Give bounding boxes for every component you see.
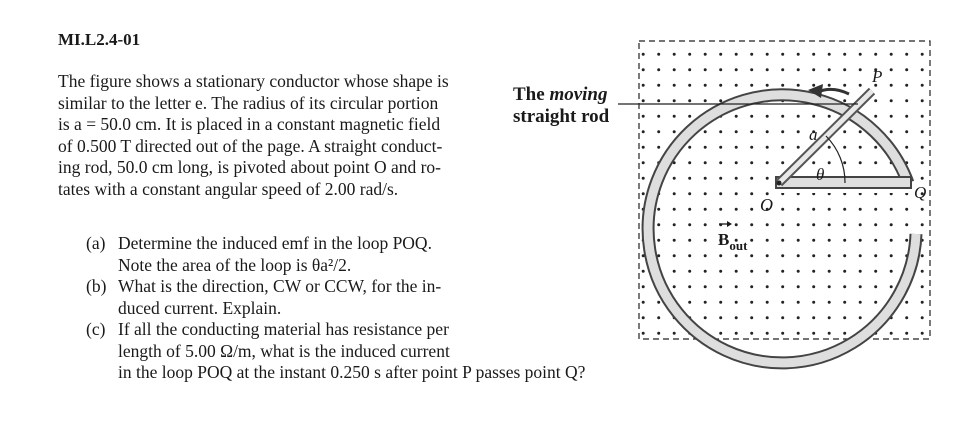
rod-label-prefix: The	[513, 84, 550, 105]
field-subscript: out	[729, 238, 748, 253]
intro-line: is a = 50.0 cm. It is placed in a constant magnetic field	[58, 114, 441, 134]
problem-id: MI.L2.4-01	[58, 30, 141, 49]
part-line: Note the area of the loop is θa²/2.	[118, 254, 352, 275]
intro-line: The figure shows a stationary conductor whose shape is	[58, 71, 449, 91]
label-p: P	[872, 67, 883, 86]
field-symbol: B	[718, 230, 730, 249]
pivot-o-marker	[777, 181, 782, 186]
label-a: a	[809, 125, 818, 144]
intro-line: of 0.500 T directed out of the page. A straight conduct-	[58, 135, 443, 156]
part-line: length of 5.00 Ω/m, what is the induced current	[118, 340, 450, 361]
part-line: Determine the induced emf in the loop POQ.	[118, 233, 432, 253]
rod-label-italic: moving	[549, 84, 608, 105]
intro-line: similar to the letter e. The radius of its circular portion	[58, 92, 439, 113]
part-label: (b)	[86, 276, 107, 296]
label-o: O	[760, 195, 773, 215]
part-line: What is the direction, CW or CCW, for the in-	[118, 276, 442, 296]
intro-line: ing rod, 50.0 cm long, is pivoted about point O and ro-	[58, 157, 442, 177]
part-label: (a)	[86, 233, 106, 253]
label-q: Q	[914, 183, 927, 202]
intro-line: tates with a constant angular speed of 2.00 rad/s.	[58, 178, 399, 199]
part-line: duced current. Explain.	[118, 297, 282, 318]
rod-label-line2: straight rod	[513, 106, 610, 127]
label-theta: θ	[816, 165, 825, 184]
part-line: If all the conducting material has resistance per	[118, 319, 449, 339]
part-line: in the loop POQ at the instant 0.250 s after point P passes point Q?	[118, 362, 586, 382]
part-label: (c)	[86, 319, 106, 339]
